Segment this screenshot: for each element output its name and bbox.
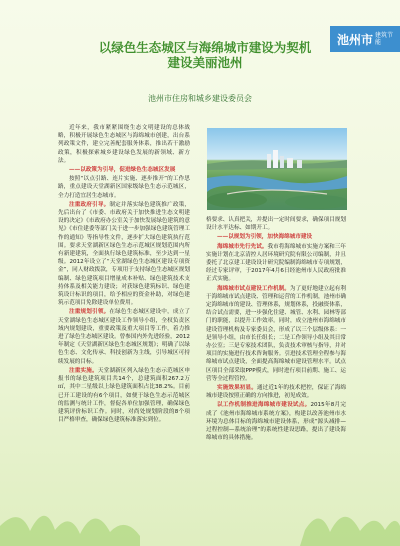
body-paragraph xyxy=(206,285,346,383)
body-paragraph xyxy=(58,124,190,165)
section-heading: ——以政策为引导，促进绿色生态城区发展 xyxy=(69,167,176,174)
badge-city: 池州市 xyxy=(336,32,373,47)
paragraph-text: 为了更好地建立起有利于海绵城市试点建设、管理和运营的工作机制，池州市确定海绵城市的建设、管理体系，规划体系，投融资体系，结合试点需要，进一步强化住建、城管、水利、园林等部门的职能，以提升工作效率。同时，成立池州市海绵城市建设管理机构及专家委员会，形成了以三个层级体系：一是领导小组，由市长任组长；二是工作领导小组及其日常办公室；三是专家技术团队，负责技术审核与指导，并对项目的实施进行技术咨询服务。引进技术管理全程参与海绵城市试点建设，全面提高海绵城市建设管理水平。试点区项目全部采取PPP模式，同时进行项目前期、施工、运营等全过程管控。 xyxy=(206,285,346,382)
paragraph-text: 通过近1年的技术把控，保证了海绵城市建设按照正确的方向推进，初见成效。 xyxy=(206,385,346,400)
grass-tuft-left xyxy=(0,516,140,546)
title-line-2: 建设美丽池州 xyxy=(167,55,243,70)
article-title xyxy=(85,40,325,70)
tower-building xyxy=(267,154,271,168)
tower-building xyxy=(297,160,302,168)
grass-decoration xyxy=(0,486,400,546)
paragraph-lead-label: 海绵城市试点建设工作机制。 xyxy=(217,285,290,292)
body-paragraph xyxy=(206,216,346,232)
paragraph-text: 在绿色生态城区建设中，成立了天堂湖绿色生态城区建设工作领导小组，全权负责区域内规划建设，重要政策及重大项目等工作，着力推进了绿色生态城区建设。曾参国内外先进经验，2012年制定《天堂湖新区绿色生态城区规划》；明确了以绿色生态、文化传承、科技创新为主线，引导城区可持续发展的目标。 xyxy=(58,309,190,365)
body-paragraph xyxy=(58,201,190,308)
aerial-city-illustration xyxy=(207,128,347,210)
tower-building xyxy=(273,150,278,168)
paragraph-lead-label: 注重规划引领。 xyxy=(69,309,110,316)
paragraph-lead-label: 以工作机制推进海绵城市建设试点。 xyxy=(217,402,311,409)
green-park xyxy=(285,195,347,209)
paragraph-text: 按照“以点引路、连片实施、逐步推开”的工作思路，重点建设天堂湖新区国家级绿色生态示范城区，全力打造宜居生态城市。 xyxy=(58,176,190,199)
section-heading: ——以规划为引领，加快海绵城市建设 xyxy=(217,234,313,241)
body-paragraph xyxy=(58,308,190,365)
section-badge xyxy=(330,26,400,52)
paragraph-text: 我市将海绵城市实施方案和三年实施计划在北京清控人居环境研究院有限公司编制，并且委托了北京建工建设设计研究院编制海绵城市专项规划，经过专家评审，于2017年4月6日经池州市人民政府批准正式实施。 xyxy=(206,243,346,283)
left-column xyxy=(58,124,190,425)
body-paragraph xyxy=(58,175,190,200)
body-paragraph xyxy=(58,367,190,424)
paragraph-text: 制定并落实绿色建筑推广政策，先后出台了《市委、市政府关于加快推进生态文明建设的决定》《市政府办公室关于加快发展绿色建筑的意见》《市住建委等部门关于进一步加强绿色建筑管理工作的通知》等指导性文件，逐步扩大绿色建筑执行范围。要求天堂湖新区绿色生态示范城区规划范围内所有新建建筑，全面执行绿色建筑标准，至少达到一星级。2012年设立了“天堂湖绿色生态城区建设专项资金”，同人财政拨款，专项用于支持绿色生态城区规划编制、绿色建筑项目增量成本补贴、绿色建筑技术支持体系及相关能力建设；对获绿色建筑标识、绿色建筑设计标识的项目，给予相应的资金补助，对绿色建筑示范项目免除建设单位费用。 xyxy=(58,201,190,307)
body-paragraph xyxy=(206,243,346,284)
paragraph-text: 天堂湖新区列入绿色生态示范城区申报书的绿色建筑项目共14个，总建筑面积267.2万㎡，其中二星级以上绿色建筑面积占比38.2%。目前已开工建设的有6个项目，如便于绿色生态示范城区的监测与统计工作，督促各单位加强管理，确保绿色建筑评价标识工作。同时，对尚处规划阶段的8个项目严格审查，确保绿色建筑标准落实到位。 xyxy=(58,367,190,424)
paragraph-text: 2015年8月完成了《池州市海绵城市系统方案》，构建以改善池州市水环境为总体目标的海绵城市建设体系，形成“源头减排—过程控制—系统治理”的系统性建设思路，提出了建设海绵城市的具体措施。 xyxy=(206,402,346,442)
body-paragraph xyxy=(206,384,346,400)
tower-building xyxy=(287,158,293,168)
paragraph-lead-label: 海绵城市先行先试。 xyxy=(217,243,268,250)
paragraph-text: 近年来，我市紧紧围绕生态文明建设的总体战略，积极开展绿色生态城区与海绵城市创建，出台系列政策文件，建立完善配套服务体系，推出若干激励政策，积极探索城乡建设绿色发展的新领域、新方法。 xyxy=(58,125,190,164)
aerial-city-photo xyxy=(207,128,347,210)
green-park xyxy=(207,192,267,208)
body-paragraph xyxy=(206,401,346,442)
title-line-1: 以绿色生态城区与海绵城市建设为契机 xyxy=(98,40,312,55)
paragraph-lead-label: 实施效果初显。 xyxy=(217,385,257,392)
grass-tuft-right xyxy=(300,517,400,546)
paragraph-lead-label: 注重实施。 xyxy=(69,367,98,374)
right-column xyxy=(206,216,346,443)
badge-subtitle: 建筑节能 xyxy=(375,32,394,46)
paragraph-text: 格要求、认真把关，并提出一定时间要求，确保项目规划设计水平达标、如期开工。 xyxy=(206,217,346,232)
author-line: 池州市住房和城乡建设委员会 xyxy=(148,94,252,103)
paragraph-lead-label: 注重政府引导。 xyxy=(69,201,110,208)
tower-building xyxy=(280,156,284,168)
